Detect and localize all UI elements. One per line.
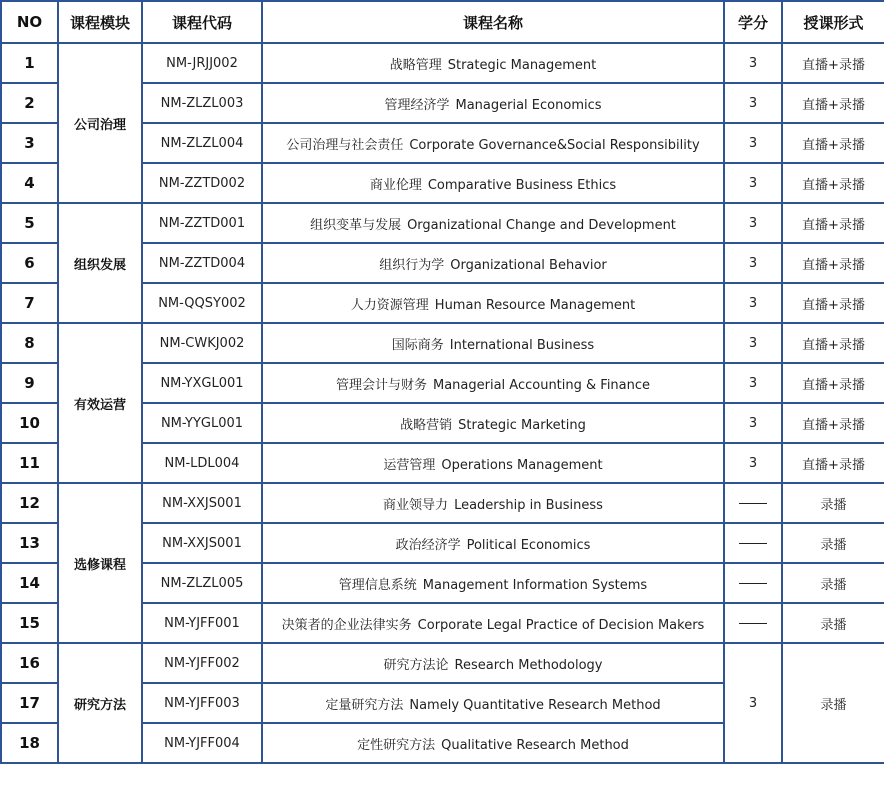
course-code: NM-ZLZL003 bbox=[142, 83, 262, 123]
course-name bbox=[262, 123, 724, 163]
course-name bbox=[262, 43, 724, 83]
course-credit: 3 bbox=[724, 643, 782, 763]
course-name-cn: 管理经济学 bbox=[384, 97, 450, 113]
course-mode: 直播+录播 bbox=[782, 43, 884, 83]
course-name-en: Human Resource Management bbox=[434, 297, 636, 313]
course-mode: 直播+录播 bbox=[782, 123, 884, 163]
course-name-cn: 定量研究方法 bbox=[325, 697, 404, 713]
course-mode: 直播+录播 bbox=[782, 83, 884, 123]
row-number: 11 bbox=[1, 443, 58, 483]
course-name-cn: 战略营销 bbox=[400, 417, 453, 433]
course-name-cn: 公司治理与社会责任 bbox=[286, 137, 404, 153]
course-mode: 录播 bbox=[782, 483, 884, 523]
table-row bbox=[1, 43, 884, 83]
row-number: 6 bbox=[1, 243, 58, 283]
dash-mark bbox=[739, 623, 767, 624]
course-name-en: Organizational Change and Development bbox=[407, 217, 676, 233]
header-credit: 学分 bbox=[724, 1, 782, 43]
header-mode: 授课形式 bbox=[782, 1, 884, 43]
course-credit: 3 bbox=[724, 43, 782, 83]
course-name bbox=[262, 83, 724, 123]
course-code: NM-CWKJ002 bbox=[142, 323, 262, 363]
course-credit: 3 bbox=[724, 243, 782, 283]
row-number: 15 bbox=[1, 603, 58, 643]
course-mode: 录播 bbox=[782, 643, 884, 763]
course-code: NM-QQSY002 bbox=[142, 283, 262, 323]
course-name bbox=[262, 483, 724, 523]
course-code: NM-ZZTD002 bbox=[142, 163, 262, 203]
course-name-en: Operations Management bbox=[441, 457, 603, 473]
course-name bbox=[262, 563, 724, 603]
table-row bbox=[1, 643, 884, 683]
course-name-cn: 管理会计与财务 bbox=[335, 377, 427, 393]
module-cell: 公司治理 bbox=[58, 43, 142, 203]
dash-mark bbox=[739, 543, 767, 544]
course-mode: 直播+录播 bbox=[782, 163, 884, 203]
course-name-cn: 战略管理 bbox=[389, 57, 442, 73]
course-name bbox=[262, 443, 724, 483]
dash-mark bbox=[739, 503, 767, 504]
course-credit-empty bbox=[724, 563, 782, 603]
module-cell: 组织发展 bbox=[58, 203, 142, 323]
course-mode: 直播+录播 bbox=[782, 363, 884, 403]
course-credit-empty bbox=[724, 523, 782, 563]
course-credit: 3 bbox=[724, 443, 782, 483]
row-number: 16 bbox=[1, 643, 58, 683]
course-name bbox=[262, 203, 724, 243]
course-name-cn: 组织行为学 bbox=[379, 257, 445, 273]
course-name-en: Namely Quantitative Research Method bbox=[409, 697, 661, 713]
course-name-cn: 定性研究方法 bbox=[357, 737, 436, 753]
course-name bbox=[262, 683, 724, 723]
course-name-en: Research Methodology bbox=[454, 657, 603, 673]
course-credit: 3 bbox=[724, 123, 782, 163]
row-number: 3 bbox=[1, 123, 58, 163]
row-number: 4 bbox=[1, 163, 58, 203]
module-cell: 选修课程 bbox=[58, 483, 142, 643]
course-name-cn: 国际商务 bbox=[391, 337, 444, 353]
course-mode: 直播+录播 bbox=[782, 243, 884, 283]
course-name-cn: 人力资源管理 bbox=[350, 297, 429, 313]
header-module: 课程模块 bbox=[58, 1, 142, 43]
course-name bbox=[262, 243, 724, 283]
course-code: NM-XXJS001 bbox=[142, 523, 262, 563]
course-credit: 3 bbox=[724, 363, 782, 403]
row-number: 9 bbox=[1, 363, 58, 403]
course-name-cn: 决策者的企业法律实务 bbox=[281, 617, 412, 633]
course-name-en: Managerial Accounting & Finance bbox=[432, 377, 651, 393]
header-row bbox=[1, 1, 884, 43]
course-name-cn: 政治经济学 bbox=[395, 537, 461, 553]
course-name-en: Leadership in Business bbox=[454, 497, 603, 513]
row-number: 12 bbox=[1, 483, 58, 523]
course-credit-empty bbox=[724, 483, 782, 523]
course-name-en: Political Economics bbox=[466, 537, 591, 553]
header-no: NO bbox=[1, 1, 58, 43]
course-code: NM-JRJJ002 bbox=[142, 43, 262, 83]
row-number: 17 bbox=[1, 683, 58, 723]
course-mode: 直播+录播 bbox=[782, 203, 884, 243]
course-name bbox=[262, 363, 724, 403]
course-code: NM-YJFF002 bbox=[142, 643, 262, 683]
course-code: NM-LDL004 bbox=[142, 443, 262, 483]
header-code: 课程代码 bbox=[142, 1, 262, 43]
table-row bbox=[1, 483, 884, 523]
course-mode: 直播+录播 bbox=[782, 443, 884, 483]
course-name-en: Comparative Business Ethics bbox=[427, 177, 617, 193]
course-code: NM-YJFF004 bbox=[142, 723, 262, 763]
row-number: 14 bbox=[1, 563, 58, 603]
course-name-cn: 商业领导力 bbox=[383, 497, 449, 513]
row-number: 2 bbox=[1, 83, 58, 123]
row-number: 5 bbox=[1, 203, 58, 243]
course-name bbox=[262, 283, 724, 323]
module-cell: 有效运营 bbox=[58, 323, 142, 483]
course-code: NM-ZLZL005 bbox=[142, 563, 262, 603]
course-mode: 直播+录播 bbox=[782, 323, 884, 363]
course-code: NM-YJFF003 bbox=[142, 683, 262, 723]
course-name bbox=[262, 323, 724, 363]
table-row bbox=[1, 203, 884, 243]
course-code: NM-ZLZL004 bbox=[142, 123, 262, 163]
module-cell: 研究方法 bbox=[58, 643, 142, 763]
header-name: 课程名称 bbox=[262, 1, 724, 43]
course-name bbox=[262, 643, 724, 683]
course-name-en: Management Information Systems bbox=[422, 577, 648, 593]
course-mode: 直播+录播 bbox=[782, 283, 884, 323]
course-name bbox=[262, 163, 724, 203]
course-mode: 录播 bbox=[782, 563, 884, 603]
course-code: NM-XXJS001 bbox=[142, 483, 262, 523]
row-number: 18 bbox=[1, 723, 58, 763]
course-name-en: Strategic Management bbox=[447, 57, 597, 73]
row-number: 8 bbox=[1, 323, 58, 363]
row-number: 10 bbox=[1, 403, 58, 443]
course-name-en: Managerial Economics bbox=[455, 97, 602, 113]
course-credit-empty bbox=[724, 603, 782, 643]
row-number: 7 bbox=[1, 283, 58, 323]
course-name-cn: 运营管理 bbox=[383, 457, 436, 473]
course-name bbox=[262, 523, 724, 563]
course-name bbox=[262, 603, 724, 643]
row-number: 1 bbox=[1, 43, 58, 83]
course-credit: 3 bbox=[724, 323, 782, 363]
course-code: NM-YJFF001 bbox=[142, 603, 262, 643]
course-name-en: International Business bbox=[449, 337, 595, 353]
course-name-en: Organizational Behavior bbox=[450, 257, 607, 273]
course-credit: 3 bbox=[724, 163, 782, 203]
course-name-en: Corporate Legal Practice of Decision Makers bbox=[417, 617, 705, 633]
course-name bbox=[262, 403, 724, 443]
course-name-cn: 研究方法论 bbox=[383, 657, 449, 673]
course-credit: 3 bbox=[724, 283, 782, 323]
course-code: NM-YXGL001 bbox=[142, 363, 262, 403]
course-mode: 直播+录播 bbox=[782, 403, 884, 443]
course-name bbox=[262, 723, 724, 763]
course-credit: 3 bbox=[724, 403, 782, 443]
course-name-cn: 商业伦理 bbox=[369, 177, 422, 193]
course-code: NM-YYGL001 bbox=[142, 403, 262, 443]
course-code: NM-ZZTD004 bbox=[142, 243, 262, 283]
course-name-cn: 管理信息系统 bbox=[338, 577, 417, 593]
dash-mark bbox=[739, 583, 767, 584]
row-number: 13 bbox=[1, 523, 58, 563]
course-mode: 录播 bbox=[782, 523, 884, 563]
course-name-en: Strategic Marketing bbox=[458, 417, 586, 433]
course-credit: 3 bbox=[724, 83, 782, 123]
course-name-cn: 组织变革与发展 bbox=[310, 217, 402, 233]
course-name-en: Corporate Governance&Social Responsibility bbox=[409, 137, 700, 153]
course-name-en: Qualitative Research Method bbox=[441, 737, 629, 753]
course-mode: 录播 bbox=[782, 603, 884, 643]
course-credit: 3 bbox=[724, 203, 782, 243]
course-code: NM-ZZTD001 bbox=[142, 203, 262, 243]
table-row bbox=[1, 323, 884, 363]
